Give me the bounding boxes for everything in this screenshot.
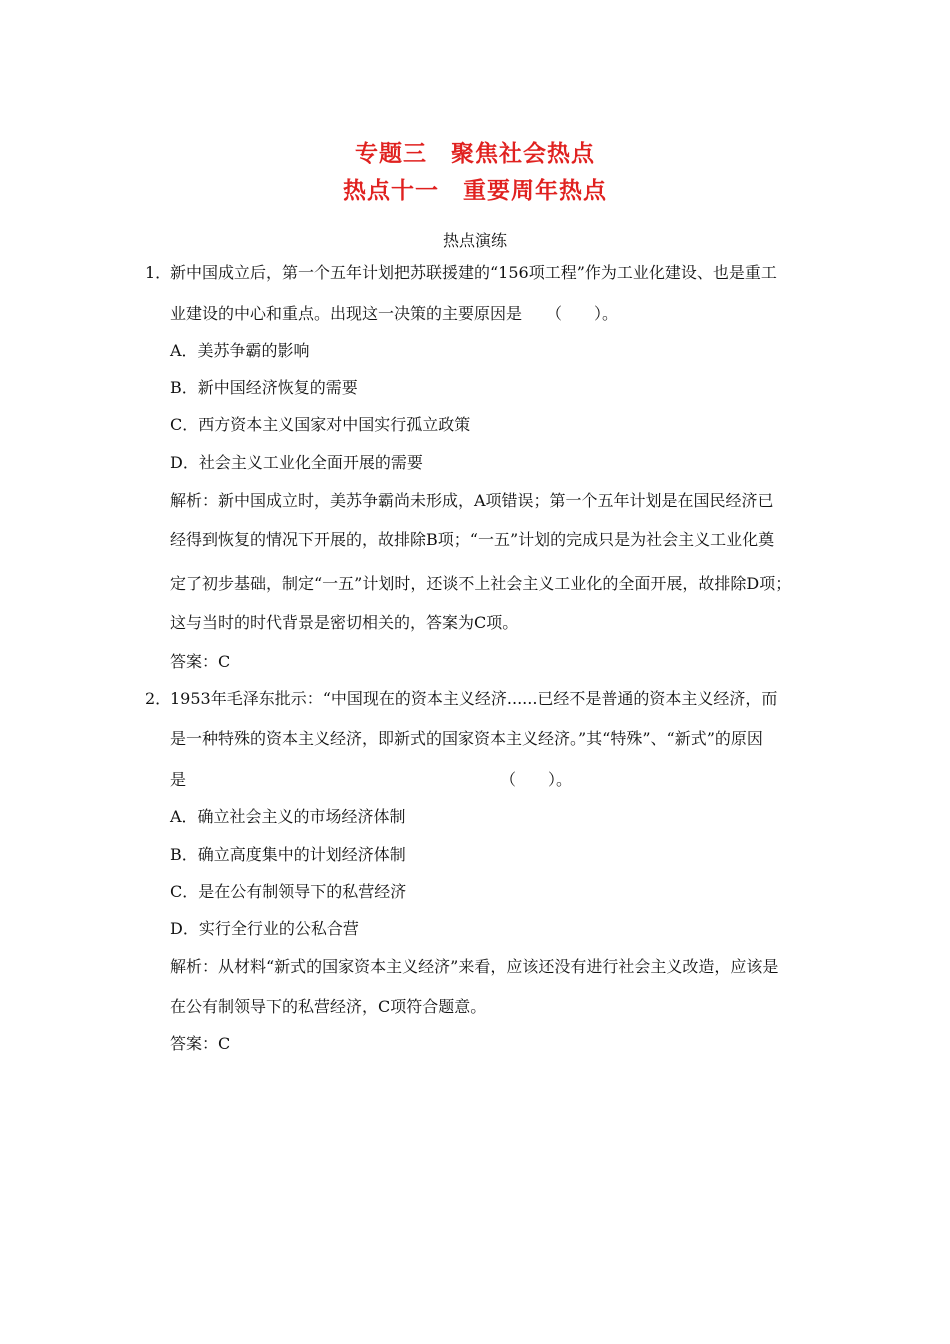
- option-a: A．确立社会主义的市场经济体制: [170, 807, 406, 826]
- question-stem-line: 1953年毛泽东批示：“中国现在的资本主义经济......已经不是普通的资本主义经济，而: [170, 689, 778, 708]
- option-b: B．确立高度集中的计划经济体制: [170, 845, 406, 864]
- question-stem-line: 是: [170, 770, 187, 789]
- option-b: B．新中国经济恢复的需要: [170, 378, 358, 397]
- answer: 答案：C: [170, 652, 231, 671]
- option-d: D．社会主义工业化全面开展的需要: [170, 453, 423, 472]
- analysis-line: 解析：从材料“新式的国家资本主义经济”来看，应该还没有进行社会主义改造，应该是: [170, 957, 779, 976]
- answer: 答案：C: [170, 1034, 231, 1053]
- question-stem-line: 是一种特殊的资本主义经济，即新式的国家资本主义经济。”其“特殊”、“新式”的原因: [170, 729, 763, 748]
- section-heading: 热点演练: [442, 231, 507, 250]
- option-c: C．西方资本主义国家对中国实行孤立政策: [170, 415, 471, 434]
- document-title: 专题三 聚焦社会热点: [355, 140, 595, 167]
- analysis-line: 在公有制领导下的私营经济，C项符合题意。: [170, 997, 487, 1016]
- document-subtitle: 热点十一 重要周年热点: [343, 177, 607, 204]
- option-d: D．实行全行业的公私合营: [170, 919, 359, 938]
- question-number: 1．: [145, 263, 172, 282]
- analysis-line: 这与当时的时代背景是密切相关的，答案为C项。: [170, 613, 519, 632]
- option-a: A．美苏争霸的影响: [170, 341, 310, 360]
- analysis-line: 解析：新中国成立时，美苏争霸尚未形成，A项错误；第一个五年计划是在国民经济已: [170, 491, 774, 510]
- question-stem-line: 新中国成立后，第一个五年计划把苏联援建的“156项工程”作为工业化建设、也是重工: [170, 263, 777, 282]
- analysis-line: 定了初步基础，制定“一五”计划时，还谈不上社会主义工业化的全面开展，故排除D项；: [170, 574, 792, 593]
- analysis-line: 经得到恢复的情况下开展的，故排除B项；“一五”计划的完成只是为社会主义工业化奠: [170, 530, 775, 549]
- answer-blank: （ ）。: [500, 770, 573, 789]
- question-number: 2．: [145, 689, 172, 708]
- option-c: C．是在公有制领导下的私营经济: [170, 882, 407, 901]
- question-stem-line: 业建设的中心和重点。出现这一决策的主要原因是 （ ）。: [170, 304, 619, 323]
